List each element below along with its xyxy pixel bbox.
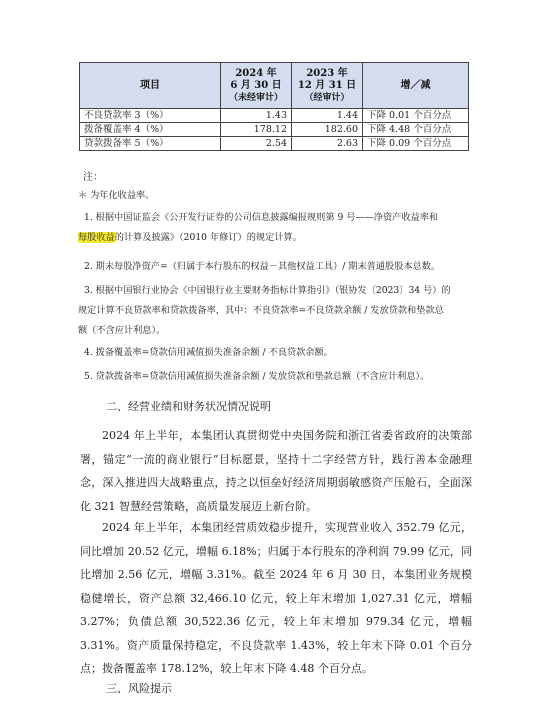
note-4 bbox=[78, 343, 470, 363]
header-item: 项目 bbox=[80, 63, 221, 109]
note-3-line2: 规定计算不良贷款率和贷款拨备率，其中：不良贷款率=不良贷款余额 / 发放贷款和垫款总 bbox=[78, 305, 444, 316]
note-4-text: 4. 拨备覆盖率=贷款信用减值损失准备余额 / 不良贷款余额。 bbox=[84, 347, 333, 358]
note-3-line3: 额（不含应计利息）。 bbox=[78, 325, 166, 336]
header-2023-date: 12 月 31 日 bbox=[297, 79, 357, 91]
header-change: 增／减 bbox=[363, 63, 469, 109]
highlighted-term: 每股收益 bbox=[78, 232, 115, 243]
cell-change: 下降 0.09 个百分点 bbox=[363, 137, 469, 151]
header-2024-year: 2024 年 bbox=[235, 67, 277, 79]
note-1-line2: 的计算及披露》（2010 年修订）的规定计算。 bbox=[114, 232, 302, 243]
cell-2024: 1.43 bbox=[221, 109, 292, 123]
cell-2023: 1.44 bbox=[292, 109, 363, 123]
cell-2023: 2.63 bbox=[292, 137, 363, 151]
cell-item: 不良贷款率 3（%） bbox=[80, 109, 221, 123]
table-row bbox=[80, 109, 469, 123]
note-2-text: 2. 期末每股净资产=（归属于本行股东的权益－其他权益工具）/ 期末普通股股本总数。 bbox=[84, 261, 441, 272]
note-3-line1: 3. 根据中国银行业协会《中国银行业主要财务指标计算指引》（银协发〔2023〕34 号）的 bbox=[84, 285, 451, 296]
note-2 bbox=[78, 257, 470, 277]
table-row bbox=[80, 123, 469, 137]
cell-change: 下降 4.48 个百分点 bbox=[363, 123, 469, 137]
business-paragraph-1: 2024 年上半年，本集团认真贯彻党中央国务院和浙江省委省政府的决策部署，锚定“一流的商业银行”目标愿景，坚持十二字经营方针，践行善本金融理念，深入推进四大战略重点，持之以恒垒好经济周期弱敏感资产压舱石，全面深化 321 智慧经营策略，高质量发展迈上新台阶。 bbox=[80, 429, 472, 513]
section-heading-business: 二、经营业绩和财务状况情况说明 bbox=[106, 400, 271, 413]
header-2024 bbox=[221, 63, 292, 109]
cell-item: 贷款拨备率 5（%） bbox=[80, 137, 221, 151]
table-row bbox=[80, 137, 469, 151]
note-3 bbox=[78, 281, 470, 341]
note-5-text: 5. 贷款拨备率=贷款信用减值损失准备余额 / 发放贷款和垫款总额（不含应计利息）。 bbox=[84, 371, 430, 382]
notes-heading: 注： bbox=[83, 172, 103, 183]
cell-item: 拨备覆盖率 4（%） bbox=[80, 123, 221, 137]
cell-2024: 2.54 bbox=[221, 137, 292, 151]
cell-change: 下降 0.01 个百分点 bbox=[363, 109, 469, 123]
header-2024-date: 6 月 30 日 bbox=[230, 79, 282, 91]
cell-2024: 178.12 bbox=[221, 123, 292, 137]
header-2024-audit: （未经审计） bbox=[228, 92, 283, 103]
note-star bbox=[78, 186, 470, 206]
business-paragraph-2: 2024 年上半年，本集团经营质效稳步提升，实现营业收入 352.79 亿元，同比增加 20.52 亿元，增幅 6.18%；归属于本行股东的净利润 79.99 亿元，同比增加 2.56 亿元，增幅 3.31%。截至 2024 年 6 月 30 日，本集团业务规模稳健增长，资产总额 32,466.10 亿元，较上年末增加 1,027.31 亿元，增幅 3.27%；负债总额 30,522.36 亿元，较上年末增加 979.34 亿元，增幅 3.31%。资产质量保持稳定，不良贷款率 1.43%，较上年末下降 0.01 个百分点；拨备覆盖率 178.12%，较上年末下降 4.48 个百分点。 bbox=[80, 521, 472, 675]
header-2023 bbox=[292, 63, 363, 109]
note-1-line1: 1. 根据中国证监会《公开发行证券的公司信息披露编报规则第 9 号——净资产收益率和 bbox=[84, 212, 439, 223]
header-2023-audit: （经审计） bbox=[304, 92, 350, 103]
note-5 bbox=[78, 367, 470, 387]
note-star-text: ＊ 为年化收益率。 bbox=[78, 190, 155, 201]
section-heading-risk: 三、风险提示 bbox=[106, 682, 172, 695]
financial-metrics-table bbox=[79, 62, 469, 151]
table-header-row bbox=[80, 63, 469, 109]
header-2023-year: 2023 年 bbox=[306, 67, 348, 79]
note-1 bbox=[78, 208, 470, 248]
cell-2023: 182.60 bbox=[292, 123, 363, 137]
